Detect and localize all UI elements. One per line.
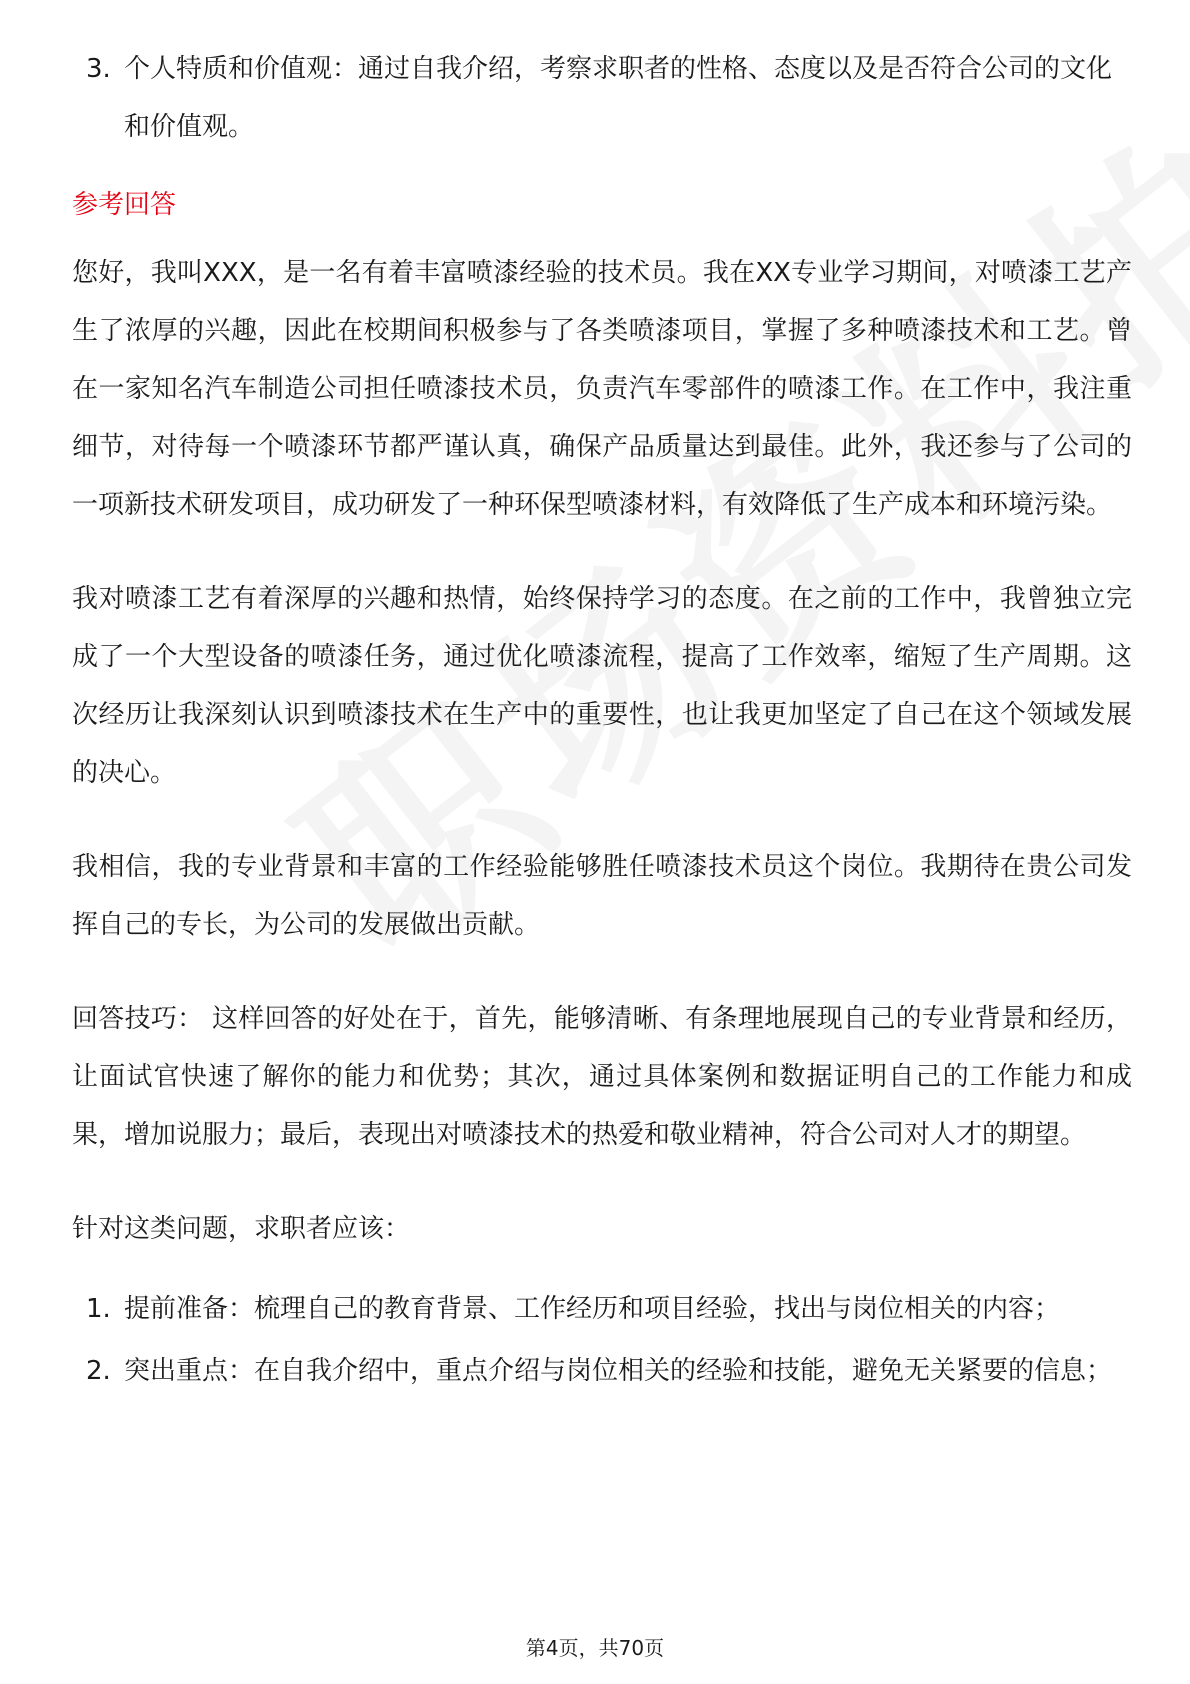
list-text: 提前准备：梳理自己的教育背景、工作经历和项目经验，找出与岗位相关的内容； [124,1294,1061,1324]
top-list [72,40,1132,156]
list-item [72,40,1132,156]
section-heading: 参考回答 [72,190,177,220]
list-item [72,1280,1132,1338]
paragraph-conclusion: 我相信，我的专业背景和丰富的工作经验能够胜任喷漆技术员这个岗位。我期待在贵公司发挥自己的专长，为公司的发展做出贡献。 [72,852,1132,940]
document-body [72,40,1132,1404]
paragraph-intro: 您好，我叫XXX，是一名有着丰富喷漆经验的技术员。我在XX专业学习期间，对喷漆工艺产生了浓厚的兴趣，因此在校期间积极参与了各类喷漆项目，掌握了多种喷漆技术和工艺。曾在一家知名汽车制造公司担任喷漆技术员，负责汽车零部件的喷漆工作。在工作中，我注重细节，对待每一个喷漆环节都严谨认真，确保产品质量达到最佳。此外，我还参与了公司的一项新技术研发项目，成功研发了一种环保型喷漆材料，有效降低了生产成本和环境污染。 [72,258,1132,520]
paragraph-tips: 回答技巧： 这样回答的好处在于，首先，能够清晰、有条理地展现自己的专业背景和经历，让面试官快速了解你的能力和优势；其次，通过具体案例和数据证明自己的工作能力和成果，增加说服力；最后，表现出对喷漆技术的热爱和敬业精神，符合公司对人才的期望。 [72,1004,1132,1150]
paragraph-advice-lead: 针对这类问题，求职者应该： [72,1214,411,1244]
list-item [72,1342,1132,1400]
list-text: 个人特质和价值观：通过自我介绍，考察求职者的性格、态度以及是否符合公司的文化和价值观。 [124,54,1113,142]
list-number: 2. [86,1356,111,1386]
page-footer: 第4页，共70页 [525,1636,665,1660]
list-text: 突出重点：在自我介绍中，重点介绍与岗位相关的经验和技能，避免无关紧要的信息； [124,1356,1113,1386]
list-number: 3. [86,54,111,84]
paragraph-passion: 我对喷漆工艺有着深厚的兴趣和热情，始终保持学习的态度。在之前的工作中，我曾独立完成了一个大型设备的喷漆任务，通过优化喷漆流程，提高了工作效率，缩短了生产周期。这次经历让我深刻认识到喷漆技术在生产中的重要性，也让我更加坚定了自己在这个领域发展的决心。 [72,584,1132,788]
advice-list [72,1280,1132,1400]
list-number: 1. [86,1294,111,1324]
